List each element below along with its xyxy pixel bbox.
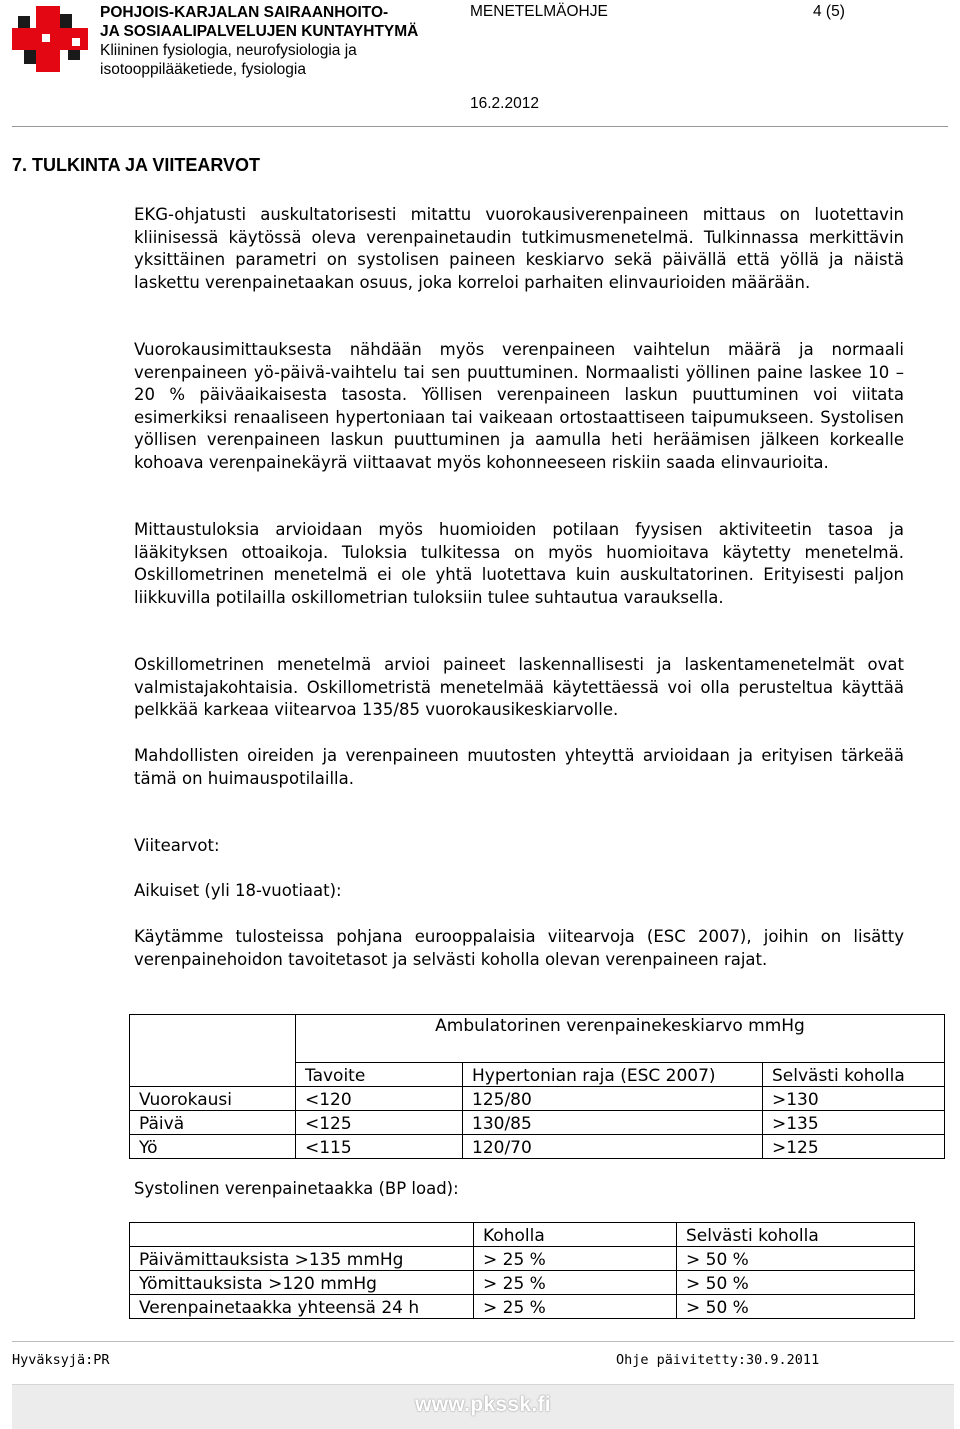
bp-load-table	[129, 1222, 915, 1319]
organization-name	[100, 3, 418, 79]
ambulatory-bp-table	[129, 1014, 945, 1159]
approved-by: Hyväksyjä:PR	[12, 1352, 110, 1368]
paragraph-5: Mahdollisten oireiden ja verenpaineen muutosten yhteyttä arvioidaan ja erityisen tärkeää tämä on huimauspotilailla.	[134, 746, 904, 788]
page-number: 4 (5)	[813, 3, 845, 20]
website-link[interactable]: www.pkssk.fi	[415, 1393, 551, 1416]
row-label: Verenpainetaakka yhteensä 24 h	[130, 1295, 474, 1319]
row-label: Päivämittauksista >135 mmHg	[130, 1247, 474, 1271]
department-line-2: isotooppilääketiede, fysiologia	[100, 61, 306, 78]
document-type: MENETELMÄOHJE	[470, 3, 608, 20]
table-header-blank	[130, 1063, 296, 1087]
table-cell: 120/70	[463, 1135, 763, 1159]
column-header: Koholla	[474, 1223, 677, 1247]
table-cell: > 50 %	[677, 1295, 915, 1319]
table-cell: > 25 %	[474, 1271, 677, 1295]
section-title: 7. TULKINTA JA VIITEARVOT	[12, 155, 261, 175]
table-row	[130, 1295, 915, 1319]
row-label: Yö	[130, 1135, 296, 1159]
table-corner-cell	[130, 1015, 296, 1063]
table-cell: > 25 %	[474, 1295, 677, 1319]
table-cell: > 50 %	[677, 1247, 915, 1271]
column-header: Tavoite	[296, 1063, 463, 1087]
row-label: Päivä	[130, 1111, 296, 1135]
table-cell: 130/85	[463, 1111, 763, 1135]
table-cell: <115	[296, 1135, 463, 1159]
table-cell: <120	[296, 1087, 463, 1111]
esc-paragraph: Käytämme tulosteissa pohjana eurooppalaisia viitearvoja (ESC 2007), joihin on lisätty verenpainehoidon tavoitetasot ja selvästi koholla olevan verenpaineen rajat.	[134, 927, 904, 969]
table-caption: Ambulatorinen verenpainekeskiarvo mmHg	[296, 1015, 945, 1063]
paragraph-2: Vuorokausimittauksesta nähdään myös verenpaineen vaihtelun määrä ja normaali verenpaineen yö-päivä-vaihtelu tai sen puuttuminen. Normaalisti yöllinen paine laskee 10 – 20 % päiväaikaisesta tasosta. Yöllisen verenpaineen laskun puuttuminen voi viitata esimerkiksi renaaliseen hypertoniaan tai vaikeaan ortostaattiseen taipumukseen. Systolisen yöllisen verenpaineen laskun puuttuminen ja aamulla heti heräämisen jälkeen korkealle kohoava verenpainekäyrä viittaavat myös kohonneeseen riskiin saada elinvaurioita.	[134, 340, 904, 472]
column-header: Hypertonian raja (ESC 2007)	[463, 1063, 763, 1087]
paragraph-3: Mittaustuloksia arvioidaan myös huomioiden potilaan fyysisen aktiviteetin tasoa ja lääkityksen ottoaikoja. Tuloksia tulkitessa on myös huomioitava käytetty menetelmä. Oskillometrinen menetelmä ei ole yhtä luotettava kuin auskultatorinen. Erityisesti paljon liikkuvilla potilailla oskillometrian tuloksiin tulee suhtautua varauksella.	[134, 520, 904, 607]
footer-divider	[12, 1341, 954, 1342]
column-header: Selvästi koholla	[763, 1063, 945, 1087]
org-line-1: POHJOIS-KARJALAN SAIRAANHOITO-	[100, 4, 389, 21]
adults-title: Aikuiset (yli 18-vuotiaat):	[134, 881, 342, 900]
updated-date: Ohje päivitetty:30.9.2011	[616, 1352, 820, 1368]
table-cell: >125	[763, 1135, 945, 1159]
table-cell: >135	[763, 1111, 945, 1135]
row-label: Vuorokausi	[130, 1087, 296, 1111]
table-row	[130, 1111, 945, 1135]
table-row	[130, 1087, 945, 1111]
table-cell: <125	[296, 1111, 463, 1135]
document-date: 16.2.2012	[470, 95, 539, 112]
paragraph-4: Oskillometrinen menetelmä arvioi paineet laskennallisesti ja laskentamenetelmät ovat valmistajakohtaisia. Oskillometristä menetelmää käytettäessä voi olla perusteltua käyttää pelkkää karkeaa viitearvoa 135/85 vuorokausikeskiarvolle.	[134, 655, 904, 720]
table-corner-cell	[130, 1223, 474, 1247]
table-cell: > 50 %	[677, 1271, 915, 1295]
row-label: Yömittauksista >120 mmHg	[130, 1271, 474, 1295]
org-line-2: JA SOSIAALIPALVELUJEN KUNTAYHTYMÄ	[100, 23, 419, 40]
column-header: Selvästi koholla	[677, 1223, 915, 1247]
bp-load-title: Systolinen verenpainetaakka (BP load):	[134, 1179, 459, 1198]
header-divider	[12, 126, 948, 127]
table-cell: >130	[763, 1087, 945, 1111]
department-line-1: Kliininen fysiologia, neurofysiologia ja	[100, 42, 357, 59]
website-banner	[12, 1384, 954, 1429]
paragraph-1: EKG-ohjatusti auskultatorisesti mitattu vuorokausiverenpaineen mittaus on luotettavin kliinisessä käytössä oleva verenpainetaudin tutkimusmenetelmä. Tulkinnassa merkittävin yksittäinen parametri on systolisen paineen keskiarvo sekä päivällä että yöllä ja näistä laskettu verenpainetaakan osuus, joka korreloi parhaiten elinvaurioiden määrään.	[134, 205, 904, 292]
table-cell: > 25 %	[474, 1247, 677, 1271]
table-row	[130, 1247, 915, 1271]
red-cross-logo-icon	[12, 6, 88, 72]
table-cell: 125/80	[463, 1087, 763, 1111]
table-row	[130, 1271, 915, 1295]
table-row	[130, 1135, 945, 1159]
reference-values-title: Viitearvot:	[134, 836, 220, 855]
